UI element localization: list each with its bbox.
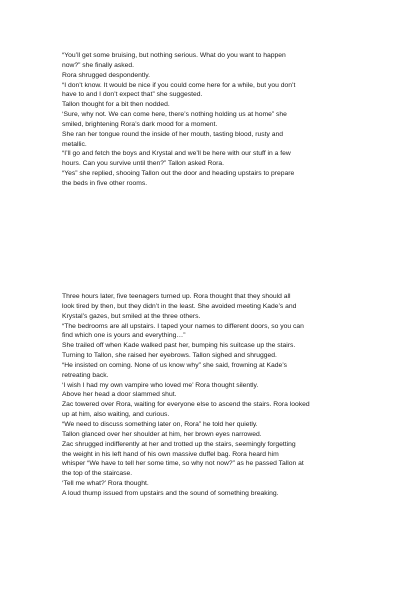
text-line: “We need to discuss something later on, Rora” he told her quietly. bbox=[62, 420, 258, 428]
text-line: find which one is yours and everything…” bbox=[62, 332, 186, 340]
text-line: “I don’t know. It would be nice if you could come here for a while, but you don’t bbox=[62, 81, 296, 89]
text-line: Three hours later, five teenagers turned up. Rora thought that they should all bbox=[62, 293, 291, 300]
text-line: up at him, also waiting, and curious. bbox=[62, 411, 170, 419]
text-line: She ran her tongue round the inside of her mouth, tasting blood, rusty and bbox=[62, 130, 284, 138]
text-line: metallic. bbox=[62, 140, 87, 148]
text-block-1 bbox=[62, 51, 362, 189]
text-line: “The bedrooms are all upstairs. I taped your names to different doors, so you can bbox=[62, 322, 304, 330]
text-line: Turning to Tallon, she raised her eyebrows. Tallon sighed and shrugged. bbox=[62, 352, 277, 360]
text-line: ‘Tell me what?’ Rora thought. bbox=[62, 480, 149, 488]
text-line: have to and I don’t expect that” she suggested. bbox=[62, 91, 203, 99]
text-block-2 bbox=[62, 292, 362, 499]
text-line: whisper “We have to tell her some time, so why not now?” as he passed Tallon at bbox=[62, 460, 304, 468]
text-line: the beds in five other rooms. bbox=[62, 179, 148, 187]
text-line: look tired by then, but they didn’t in the least. She avoided meeting Kade’s and bbox=[62, 302, 297, 310]
text-line: ‘I wish I had my own vampire who loved me’ Rora thought silently. bbox=[62, 381, 259, 389]
text-line: the top of the staircase. bbox=[62, 470, 133, 478]
text-line: She trailed off when Kade walked past her, bumping his suitcase up the stairs. bbox=[62, 342, 296, 350]
text-line: A loud thump issued from upstairs and the sound of something breaking. bbox=[62, 489, 279, 497]
text-line: Zac shrugged indifferently at her and trotted up the stairs, seemingly forgetting bbox=[62, 440, 296, 448]
text-line: now?” she finally asked. bbox=[62, 61, 135, 69]
text-line: smiled, brightening Rora’s dark mood for a moment. bbox=[62, 120, 218, 128]
text-line: “I’ll go and fetch the boys and Krystal and we’ll be here with our stuff in a few bbox=[62, 150, 291, 158]
text-line: Tallon glanced over her shoulder at him, her brown eyes narrowed. bbox=[62, 430, 262, 438]
text-line: Krystal’s gazes, but smiled at the three others. bbox=[62, 312, 201, 320]
text-line: Tallon thought for a bit then nodded. bbox=[62, 101, 170, 109]
text-line: Rora shrugged despondently. bbox=[62, 71, 151, 79]
text-line: the weight in his left hand of his own massive duffel bag. Rora heard him bbox=[62, 450, 279, 458]
text-line: Above her head a door slammed shut. bbox=[62, 391, 177, 399]
text-line: Zac towered over Rora, waiting for everyone else to ascend the stairs. Rora looked bbox=[62, 401, 310, 409]
text-line: “He insisted on coming. None of us know why” she said, frowning at Kade’s bbox=[62, 361, 287, 369]
text-line: “You’ll get some bruising, but nothing serious. What do you want to happen bbox=[62, 52, 286, 59]
text-line: hours. Can you survive until then?” Tallon asked Rora. bbox=[62, 160, 224, 168]
text-line: ‘Sure, why not. We can come here, there’s nothing holding us at home” she bbox=[62, 111, 287, 119]
text-line: retreating back. bbox=[62, 371, 109, 379]
text-line: “Yes” she replied, shooing Tallon out the door and heading upstairs to prepare bbox=[62, 170, 295, 178]
